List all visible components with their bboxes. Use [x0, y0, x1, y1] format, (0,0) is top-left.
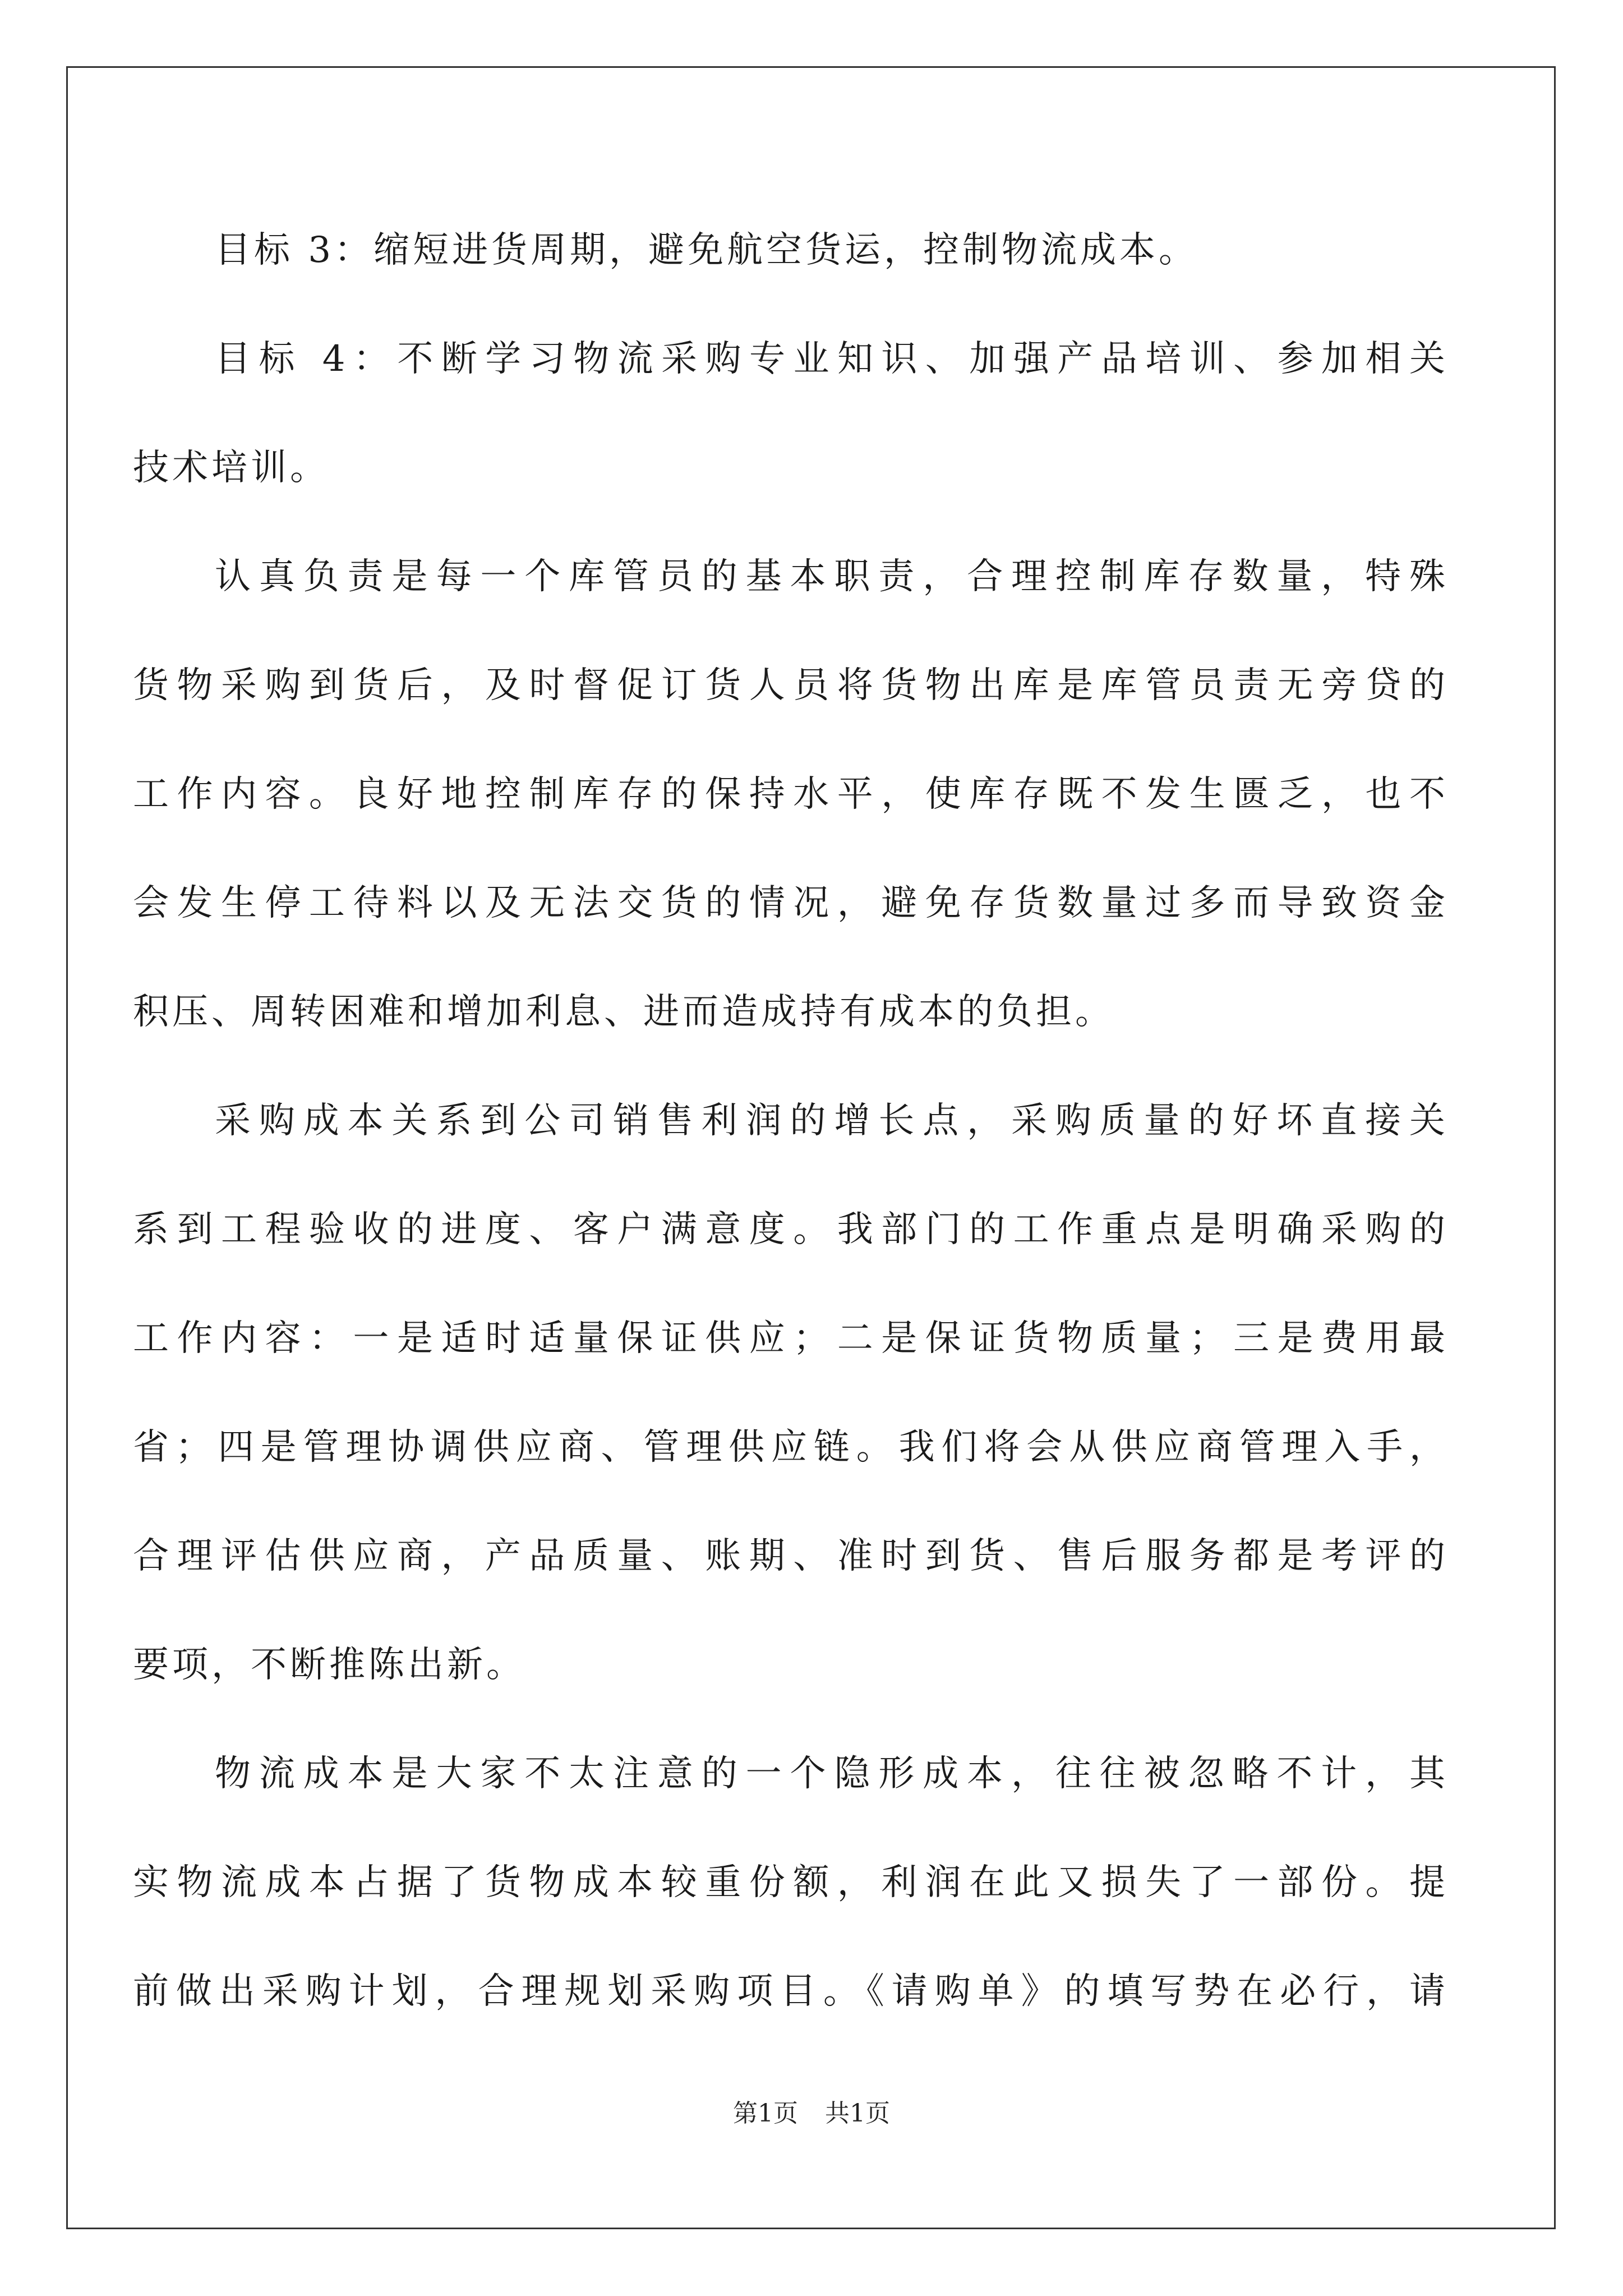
text-line: 工作内容：一是适时适量保证供应；二是保证货物质量；三是费用最 [133, 1318, 1445, 1359]
text-line: 合理评估供应商，产品质量、账期、准时到货、售后服务都是考评的 [133, 1535, 1445, 1577]
page-footer [0, 2097, 1623, 2131]
text-line: 会发生停工待料以及无法交货的情况，避免存货数量过多而导致资金 [133, 882, 1445, 924]
page-total: 共1页 [825, 2099, 890, 2128]
text-line: 目标 4：不断学习物流采购专业知识、加强产品培训、参加相关 [215, 338, 1445, 380]
text-line: 省；四是管理协调供应商、管理供应链。我们将会从供应商管理入手， [133, 1427, 1445, 1468]
text-line: 目标 3：缩短进货周期，避免航空货运，控制物流成本。 [215, 229, 1198, 271]
text-line: 要项，不断推陈出新。 [133, 1644, 525, 1686]
text-line: 认真负责是每一个库管员的基本职责，合理控制库存数量，特殊 [215, 556, 1445, 597]
text-line: 采购成本关系到公司销售利润的增长点，采购质量的好坏直接关 [215, 1100, 1445, 1142]
text-line: 技术培训。 [133, 447, 329, 489]
text-line: 前做出采购计划，合理规划采购项目。《请购单》的填写势在必行，请 [133, 1971, 1445, 2012]
text-line: 工作内容。良好地控制库存的保持水平，使库存既不发生匮乏，也不 [133, 774, 1445, 815]
text-line: 实物流成本占据了货物成本较重份额，利润在此又损失了一部份。提 [133, 1862, 1445, 1903]
text-line: 系到工程验收的进度、客户满意度。我部门的工作重点是明确采购的 [133, 1209, 1445, 1250]
text-line: 积压、周转困难和增加利息、进而造成持有成本的负担。 [133, 991, 1114, 1033]
page-number: 第1页 [733, 2099, 798, 2128]
text-line: 货物采购到货后，及时督促订货人员将货物出库是库管员责无旁贷的 [133, 665, 1445, 706]
text-line: 物流成本是大家不太注意的一个隐形成本，往往被忽略不计，其 [215, 1753, 1445, 1795]
